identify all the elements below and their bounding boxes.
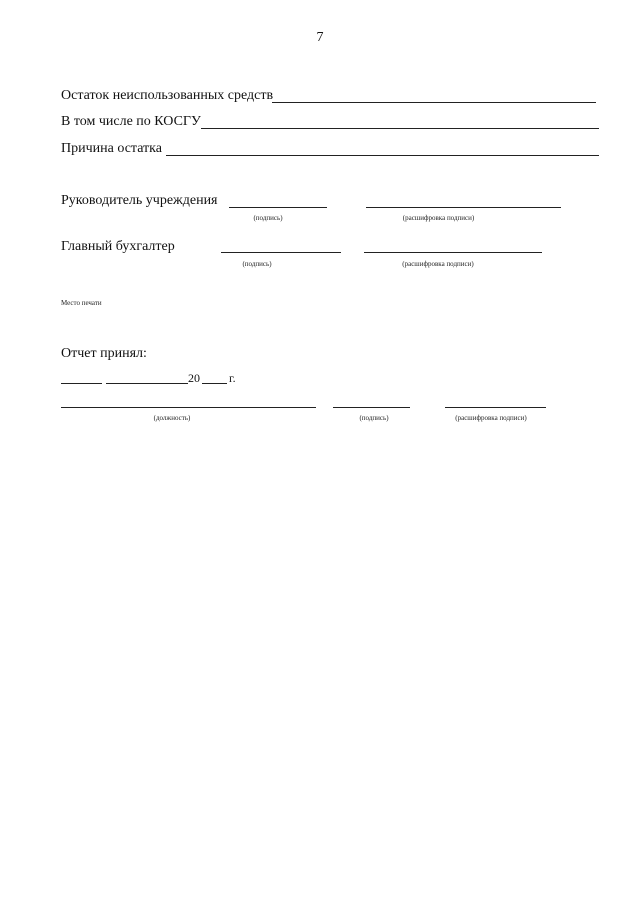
- kosgu-field[interactable]: [201, 128, 599, 129]
- kosgu-label: В том числе по КОСГУ: [61, 114, 201, 129]
- seal-place-label: Место печати: [61, 299, 102, 307]
- reason-label: Причина остатка: [61, 141, 162, 156]
- head-label: Руководитель учреждения: [61, 193, 218, 208]
- reason-field[interactable]: [166, 155, 599, 156]
- year-prefix: 20: [188, 371, 200, 385]
- page-number: 7: [316, 30, 324, 45]
- report-accepted-label: Отчет принял:: [61, 346, 147, 361]
- year-suffix: г.: [229, 371, 236, 385]
- chief-accountant-decryption-caption: (расшифровка подписи): [402, 260, 474, 268]
- head-decryption-field[interactable]: [366, 207, 561, 208]
- month-field[interactable]: [106, 383, 188, 384]
- remaining-funds-label: Остаток неиспользованных средств: [61, 88, 274, 103]
- chief-accountant-label: Главный бухгалтер: [61, 239, 175, 254]
- chief-accountant-signature-field[interactable]: [221, 252, 341, 253]
- acceptor-decryption-field[interactable]: [445, 407, 546, 408]
- head-decryption-caption: (расшифровка подписи): [402, 214, 475, 222]
- day-field[interactable]: [61, 383, 102, 384]
- acceptor-signature-field[interactable]: [333, 407, 410, 408]
- chief-accountant-signature-caption: (подпись): [242, 260, 272, 268]
- head-signature-caption: (подпись): [253, 214, 283, 222]
- acceptor-signature-caption: (подпись): [359, 414, 389, 422]
- chief-accountant-decryption-field[interactable]: [364, 252, 542, 253]
- head-signature-field[interactable]: [229, 207, 327, 208]
- year-field[interactable]: [202, 383, 227, 384]
- remaining-funds-field[interactable]: [272, 102, 596, 103]
- position-field[interactable]: [61, 407, 316, 408]
- position-caption: (должность): [153, 414, 191, 422]
- acceptor-decryption-caption: (расшифровка подписи): [455, 414, 527, 422]
